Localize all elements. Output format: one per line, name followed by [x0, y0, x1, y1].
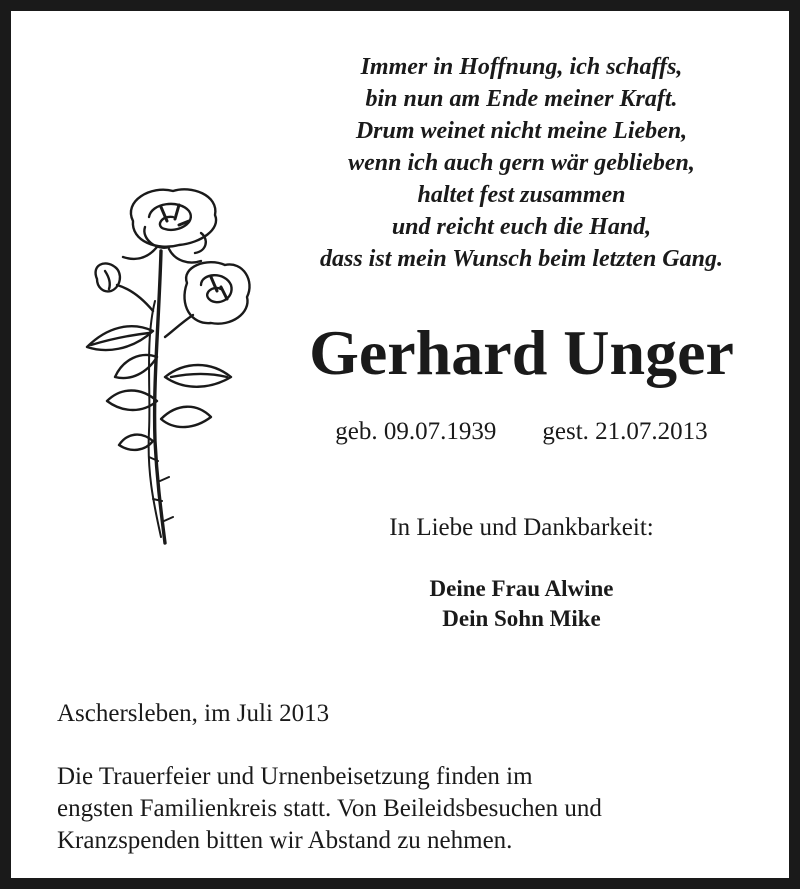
- birth-date: geb. 09.07.1939: [335, 418, 497, 445]
- notice-line: Kranzspenden bitten wir Abstand zu nehmen.: [57, 827, 513, 854]
- poem-line: haltet fest zusammen: [417, 182, 626, 208]
- poem-line: Drum weinet nicht meine Lieben,: [355, 118, 688, 144]
- deceased-name: Gerhard Unger: [309, 317, 734, 388]
- poem-line: Immer in Hoffnung, ich schaffs,: [360, 54, 683, 80]
- notice-line: Die Trauerfeier und Urnenbeisetzung finden im: [57, 763, 533, 790]
- poem: [279, 51, 764, 275]
- funeral-notice: [57, 761, 777, 857]
- place-date: Aschersleben, im Juli 2013: [57, 700, 330, 727]
- poem-line: wenn ich auch gern wär geblieben,: [348, 150, 695, 176]
- poem-line: und reicht euch die Hand,: [391, 214, 652, 240]
- notice-line: engsten Familienkreis statt. Von Beileidsbesuchen und: [57, 795, 602, 822]
- poem-line: bin nun am Ende meiner Kraft.: [365, 86, 678, 112]
- death-date: gest. 21.07.2013: [542, 418, 708, 445]
- mourner: Deine Frau Alwine: [429, 576, 614, 601]
- dedication: In Liebe und Dankbarkeit:: [389, 514, 654, 541]
- poem-line: dass ist mein Wunsch beim letzten Gang.: [320, 246, 723, 272]
- rose-icon: [61, 181, 261, 546]
- mourner: Dein Sohn Mike: [442, 606, 601, 631]
- life-dates: [279, 415, 764, 449]
- mourners: [279, 574, 764, 634]
